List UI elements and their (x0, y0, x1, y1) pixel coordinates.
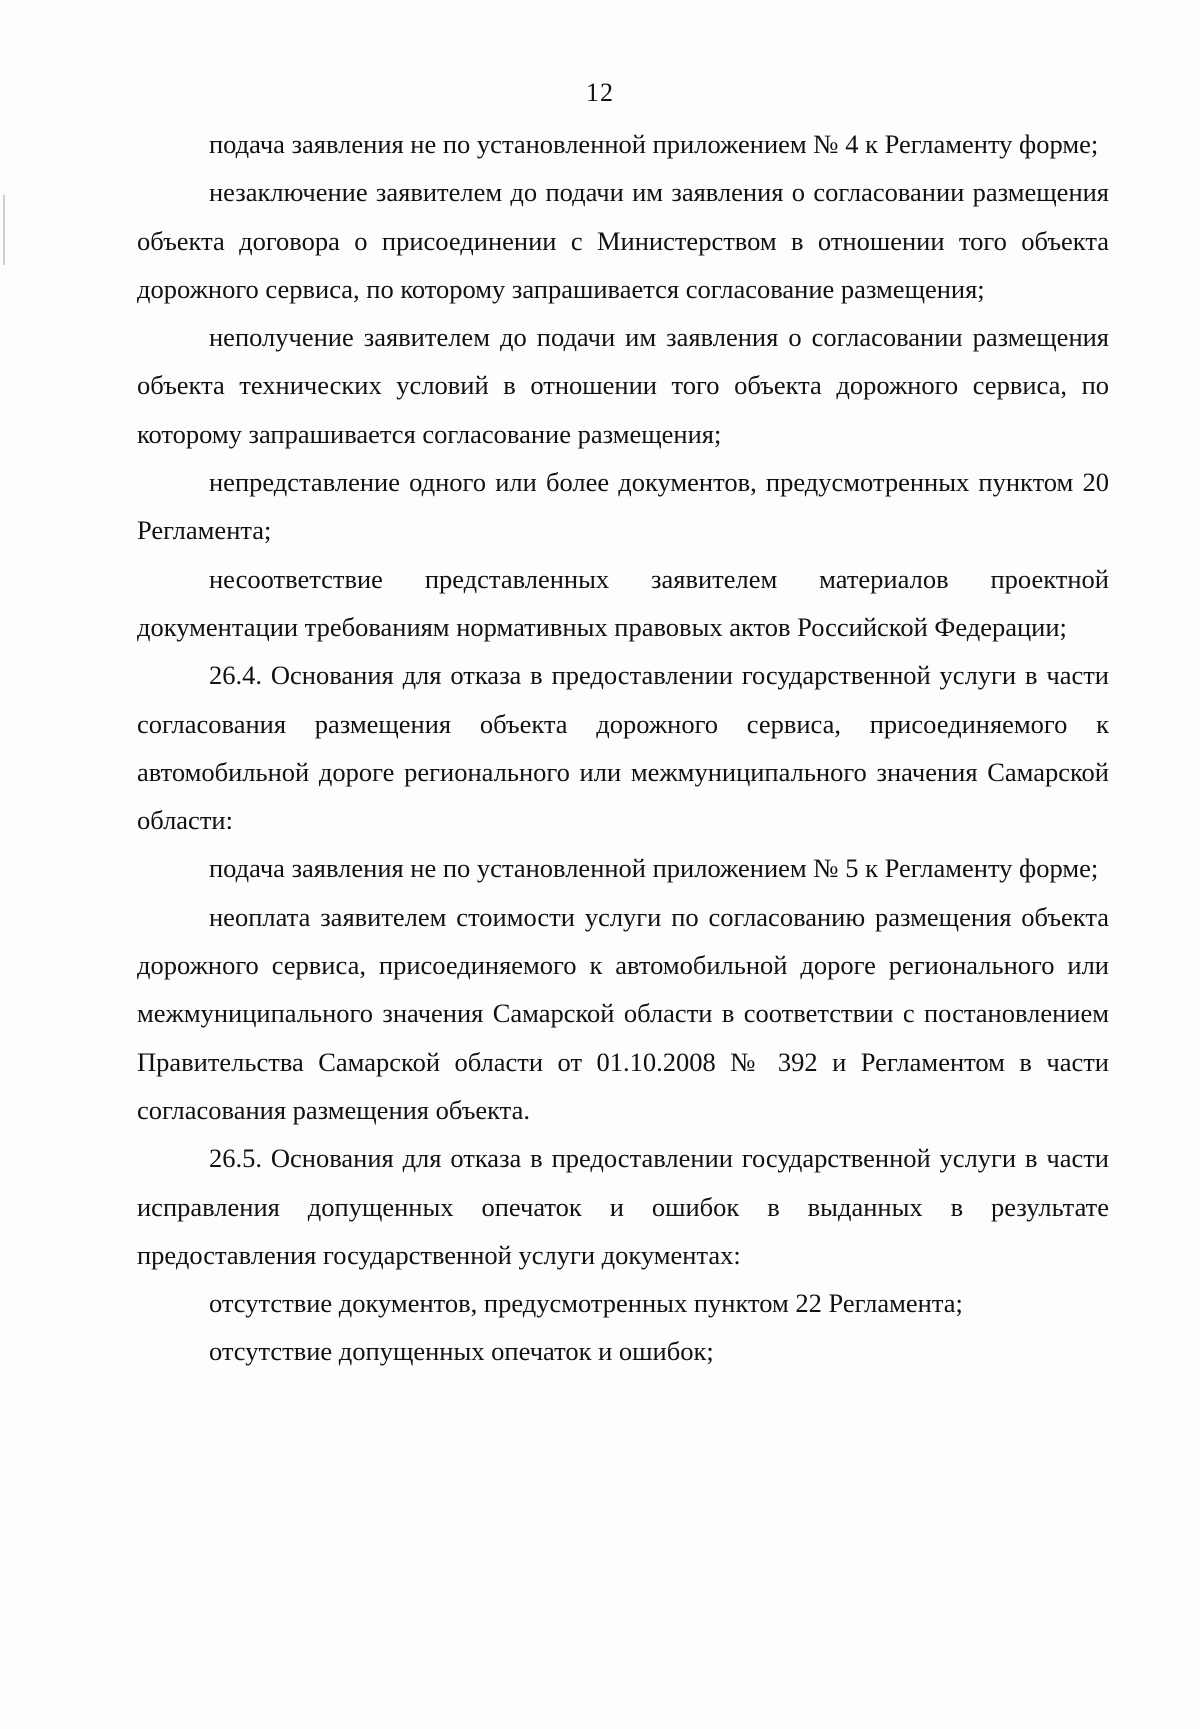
page-number: 12 (586, 78, 614, 107)
paragraph: отсутствие документов, предусмотренных пунктом 22 Регламента; (209, 1288, 963, 1319)
paragraph: подача заявления не по установленной приложением № 4 к Регламенту форме; (209, 129, 1099, 159)
section-paragraph: 26.4. Основания для отказа в предоставлении государственной услуги в части согласования размещения объекта дорожного сервиса, присоединяемого к автомобильной дороге регионального или межмуниципального значения Самарской области: (137, 660, 1109, 836)
paragraph: непредставление одного или более документов, предусмотренных пунктом 20 Регламента; (137, 467, 1109, 546)
paragraph: неоплата заявителем стоимости услуги по согласованию размещения объекта дорожного сервиса, присоединяемого к автомобильной дороге регионального или межмуниципального значения Самарской области в соответствии с постановлением Правительства Самарской области от 01.10.2008 № 392 и Регламентом в части согласования размещения объекта. (137, 901, 1109, 1125)
document-body (137, 120, 1109, 1376)
paragraph: несоответствие представленных заявителем материалов проектной документации требованиям нормативных правовых актов Российской Федерации; (137, 563, 1109, 642)
scan-artifact (3, 195, 5, 265)
paragraph: незаключение заявителем до подачи им заявления о согласовании размещения объекта договора о присоединении с Министерством в отношении того объекта дорожного сервиса, по которому запрашивается согласование размещения; (137, 177, 1109, 304)
section-paragraph: 26.5. Основания для отказа в предоставлении государственной услуги в части исправления допущенных опечаток и ошибок в выданных в результате предоставления государственной услуги документах: (137, 1143, 1109, 1270)
paragraph: отсутствие допущенных опечаток и ошибок; (209, 1336, 714, 1367)
paragraph: неполучение заявителем до подачи им заявления о согласовании размещения объекта технических условий в отношении того объекта дорожного сервиса, по которому запрашивается согласование размещения; (137, 322, 1109, 449)
paragraph: подача заявления не по установленной приложением № 5 к Регламенту форме; (209, 853, 1099, 884)
